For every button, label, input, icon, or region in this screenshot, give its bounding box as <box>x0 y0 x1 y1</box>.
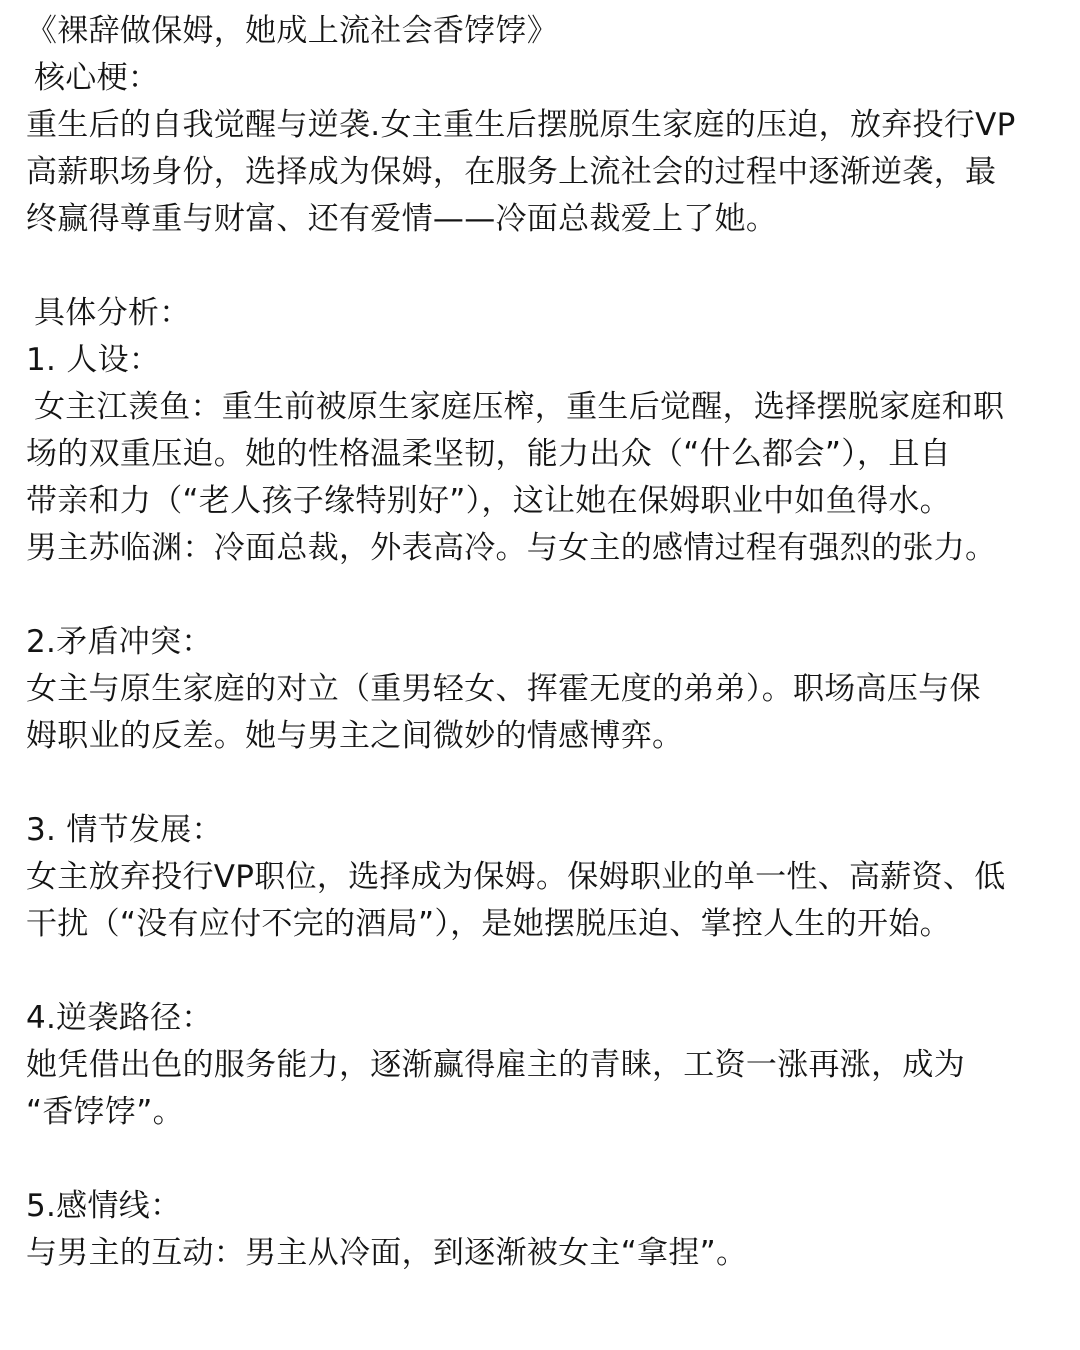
section-line: 女主放弃投行VP职位，选择成为保姆。保姆职业的单一性、高薪资、低 <box>26 859 1006 895</box>
section-line: 女主与原生家庭的对立（重男轻女、挥霍无度的弟弟）。职场高压与保 <box>26 671 981 707</box>
core-line: 重生后的自我觉醒与逆袭.女主重生后摆脱原生家庭的压迫，放弃投行VP <box>26 107 1016 143</box>
analysis-heading: 具体分析： <box>34 295 191 331</box>
core-heading: 核心梗： <box>34 60 160 96</box>
spacer <box>26 1136 1071 1183</box>
section-line: 男主苏临渊：冷面总裁，外表高冷。与女主的感情过程有强烈的张力。 <box>26 530 997 566</box>
section-line: 场的双重压迫。她的性格温柔坚韧，能力出众（“什么都会”），且自 <box>26 436 951 472</box>
section-line: 她凭借出色的服务能力，逐渐赢得雇主的青睐，工资一涨再涨，成为 <box>26 1047 965 1083</box>
spacer <box>26 572 1071 619</box>
spacer <box>26 948 1071 995</box>
spacer <box>26 243 1071 290</box>
section-line: “香饽饽”。 <box>26 1094 184 1130</box>
section-heading-characters: 1. 人设： <box>26 342 161 378</box>
core-line: 高薪职场身份，选择成为保姆，在服务上流社会的过程中逐渐逆袭，最 <box>26 154 997 190</box>
core-line: 终赢得尊重与财富、还有爱情——冷面总裁爱上了她。 <box>26 201 778 237</box>
section-line: 与男主的互动：男主从冷面，到逐渐被女主“拿捏”。 <box>26 1235 748 1271</box>
section-heading-plot: 3. 情节发展： <box>26 812 223 848</box>
section-line: 干扰（“没有应付不完的酒局”），是她摆脱压迫、掌控人生的开始。 <box>26 906 951 942</box>
section-heading-romance: 5.感情线： <box>26 1188 182 1224</box>
section-heading-path: 4.逆袭路径： <box>26 1000 213 1036</box>
spacer <box>26 760 1071 807</box>
section-line: 女主江羡鱼：重生前被原生家庭压榨，重生后觉醒，选择摆脱家庭和职 <box>34 389 1005 425</box>
section-line: 姆职业的反差。她与男主之间微妙的情感博弈。 <box>26 718 684 754</box>
document-title: 《裸辞做保姆，她成上流社会香饽饽》 <box>26 13 559 49</box>
document-body <box>26 8 1071 1277</box>
section-line: 带亲和力（“老人孩子缘特别好”），这让她在保姆职业中如鱼得水。 <box>26 483 951 519</box>
section-heading-conflict: 2.矛盾冲突： <box>26 624 213 660</box>
